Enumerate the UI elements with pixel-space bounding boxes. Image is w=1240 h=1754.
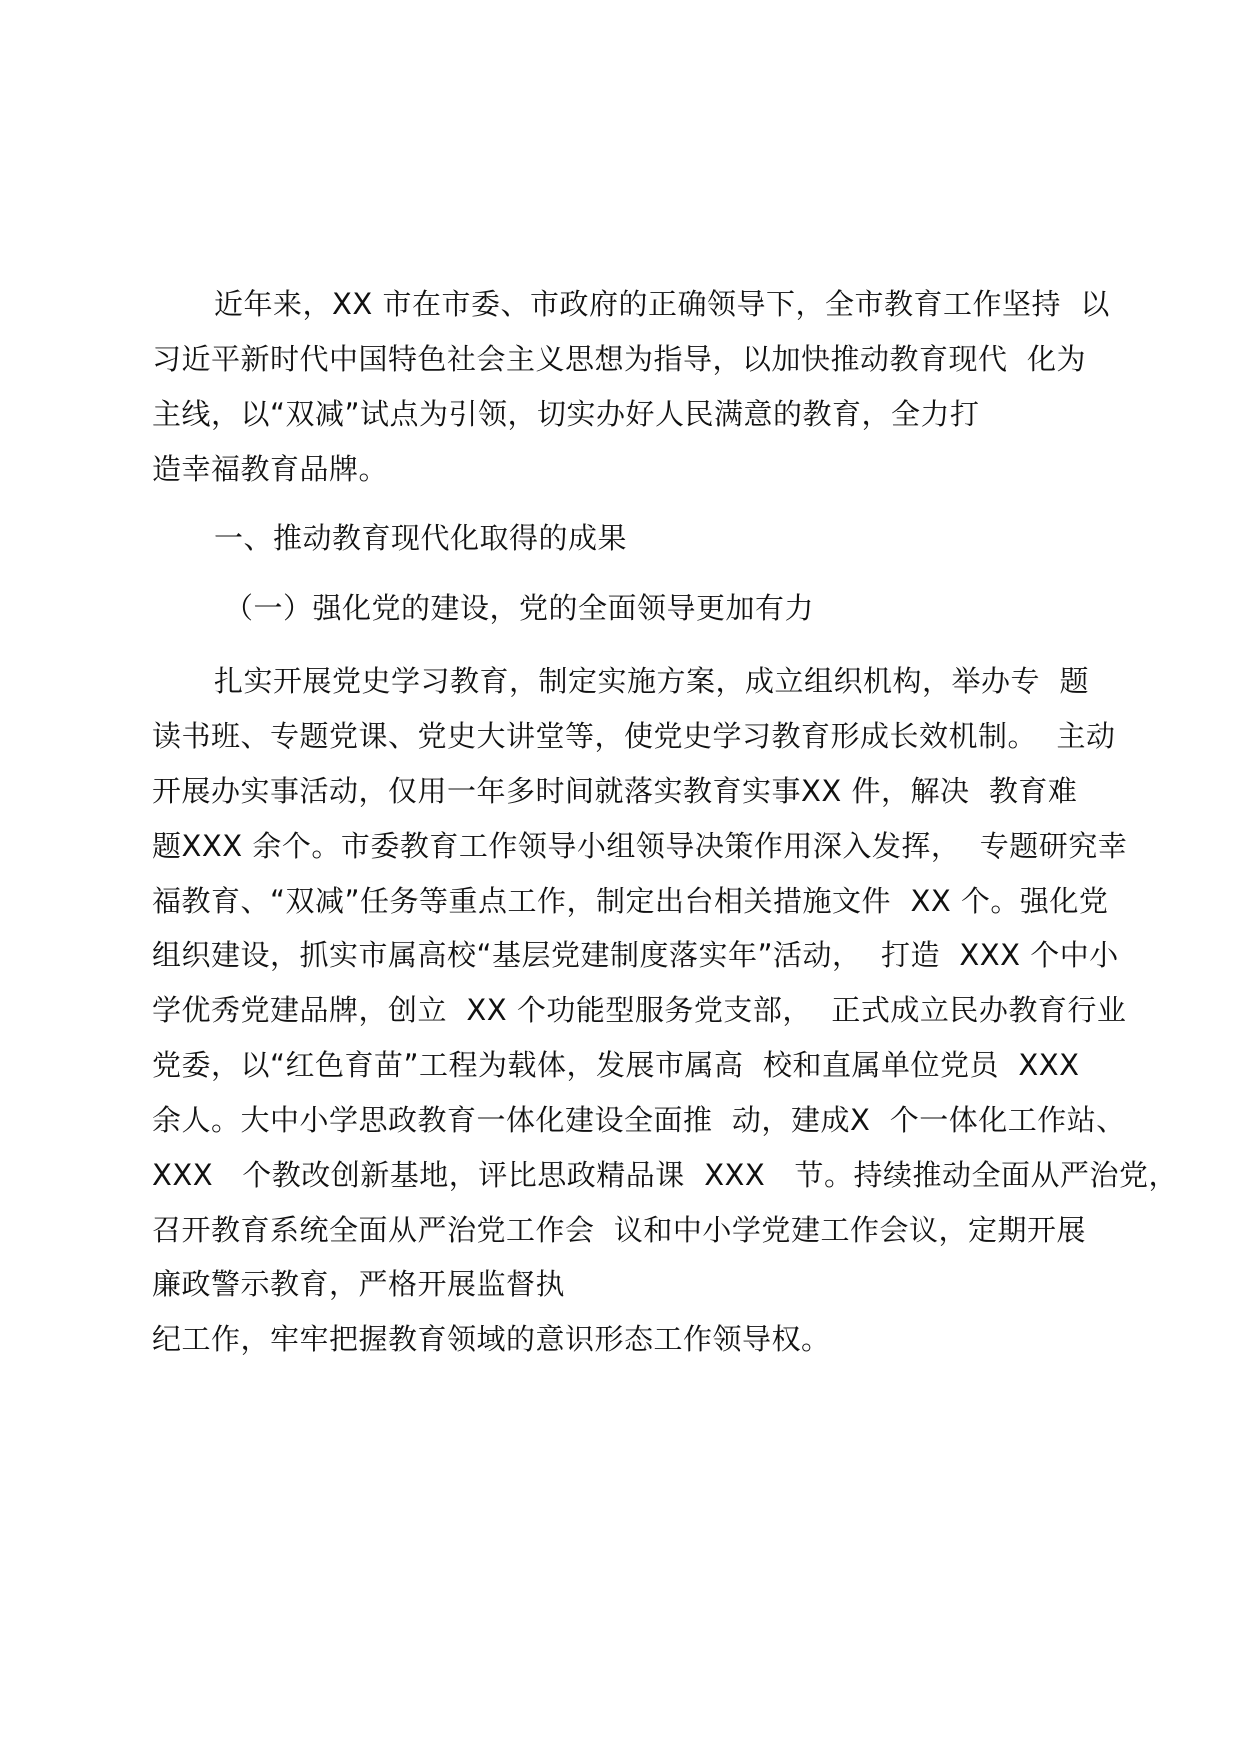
body-line: 读书班、专题党课、党史大讲堂等，使党史学习教育形成长效机制。 主动 <box>152 719 1116 753</box>
subsection-heading: （一）强化党的建设，党的全面领导更加有力 <box>224 591 815 625</box>
body-line: 扎实开展党史学习教育，制定实施方案，成立组织机构，举办专 题 <box>214 664 1089 698</box>
body-line: XXX 个教改创新基地，评比思政精品课 XXX 节。持续推动全面从严治党， <box>152 1158 1178 1192</box>
body-line: 党委，以“红色育苗”工程为载体，发展市属高 校和直属单位党员 XXX <box>152 1048 1080 1082</box>
intro-line: 造幸福教育品牌。 <box>152 452 389 486</box>
body-line: 组织建设，抓实市属高校“基层党建制度落实年”活动， 打造 XXX 个中小 <box>152 938 1119 972</box>
body-line: 学优秀党建品牌，创立 XX 个功能型服务党支部， 正式成立民办教育行业 <box>152 993 1127 1027</box>
intro-line: 主线，以“双减”试点为引领，切实办好人民满意的教育，全力打 <box>152 397 980 431</box>
body-line: 开展办实事活动，仅用一年多时间就落实教育实事XX 件，解决 教育难 <box>152 774 1078 808</box>
body-line: 召开教育系统全面从严治党工作会 议和中小学党建工作会议，定期开展 <box>152 1213 1086 1247</box>
section-heading: 一、推动教育现代化取得的成果 <box>214 521 628 555</box>
intro-line: 近年来，XX 市在市委、市政府的正确领导下，全市教育工作坚持 以 <box>214 287 1110 321</box>
intro-line: 习近平新时代中国特色社会主义思想为指导，以加快推动教育现代 化为 <box>152 342 1086 376</box>
body-line: 纪工作，牢牢把握教育领域的意识形态工作领导权。 <box>152 1322 831 1356</box>
body-line: 余人。大中小学思政教育一体化建设全面推 动，建成X 个一体化工作站、 <box>152 1103 1126 1137</box>
body-line: 廉政警示教育，严格开展监督执 <box>152 1267 566 1301</box>
body-line: 福教育、“双减”任务等重点工作，制定出台相关措施文件 XX 个。强化党 <box>152 884 1109 918</box>
body-line: 题XXX 余个。市委教育工作领导小组领导决策作用深入发挥， 专题研究幸 <box>152 829 1128 863</box>
